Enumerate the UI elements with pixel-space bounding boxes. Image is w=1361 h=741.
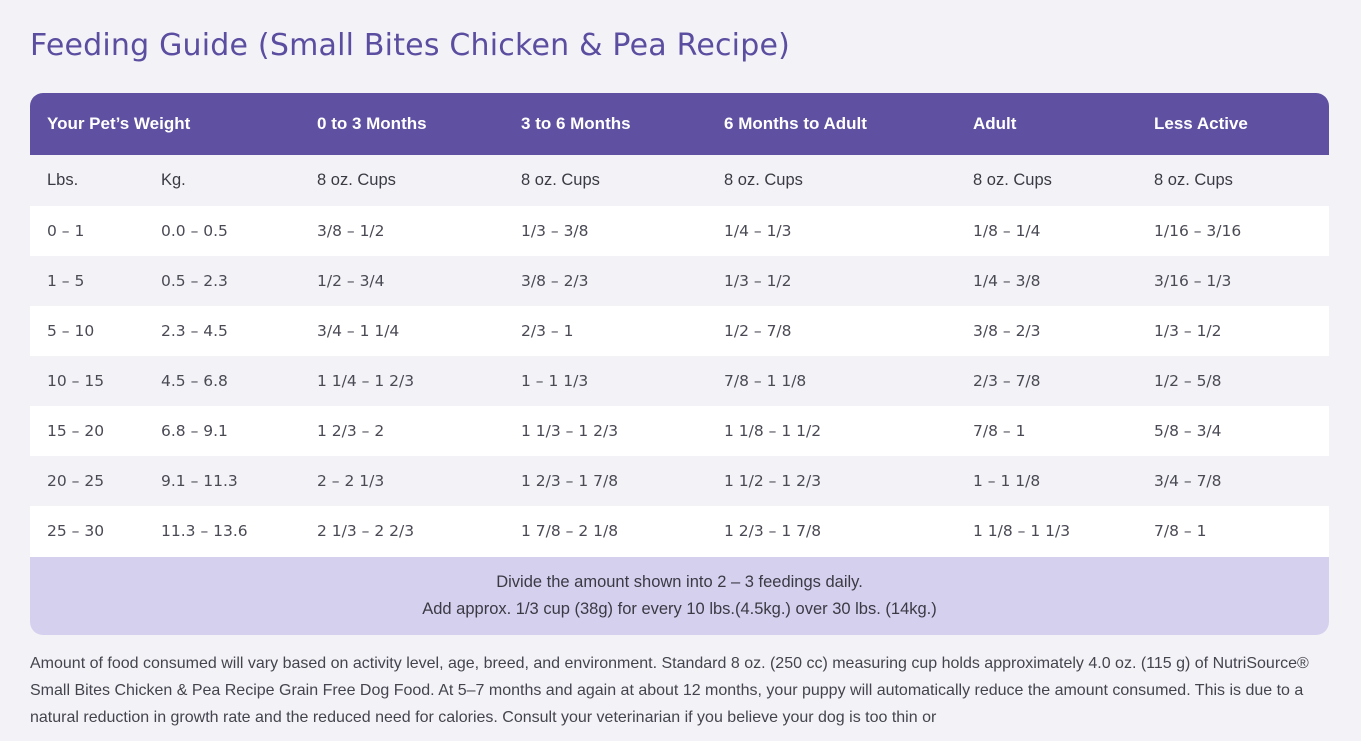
weight-kg-cell: 0.5 – 2.3 bbox=[161, 272, 228, 290]
cups-6-months-adult-cell: 1/2 – 7/8 bbox=[724, 322, 792, 340]
cups-less-active-cell: 1/16 – 3/16 bbox=[1154, 222, 1242, 240]
cups-less-active-cell: 1/3 – 1/2 bbox=[1154, 322, 1222, 340]
cups-6-months-adult-cell: 1/3 – 1/2 bbox=[724, 272, 792, 290]
cups-0-3-months-cell: 1 1/4 – 1 2/3 bbox=[317, 372, 415, 390]
unit-cups: 8 oz. Cups bbox=[973, 171, 1052, 189]
table-header-row bbox=[30, 93, 1329, 155]
cups-adult-cell: 2/3 – 7/8 bbox=[973, 372, 1041, 390]
cups-adult-cell: 1 – 1 1/8 bbox=[973, 472, 1041, 490]
note-line-additional: Add approx. 1/3 cup (38g) for every 10 lbs.(4.5kg.) over 30 lbs. (14kg.) bbox=[422, 600, 937, 618]
weight-kg-cell: 0.0 – 0.5 bbox=[161, 222, 228, 240]
cups-0-3-months-cell: 2 1/3 – 2 2/3 bbox=[317, 522, 415, 540]
feeding-table bbox=[30, 93, 1329, 556]
weight-kg-cell: 2.3 – 4.5 bbox=[161, 322, 228, 340]
cups-0-3-months-cell: 1/2 – 3/4 bbox=[317, 272, 385, 290]
cups-adult-cell: 1/4 – 3/8 bbox=[973, 272, 1041, 290]
header-3-to-6-months: 3 to 6 Months bbox=[521, 114, 631, 133]
cups-0-3-months-cell: 3/4 – 1 1/4 bbox=[317, 322, 400, 340]
cups-6-months-adult-cell: 1 1/2 – 1 2/3 bbox=[724, 472, 822, 490]
weight-lbs-cell: 20 – 25 bbox=[47, 472, 105, 490]
cups-adult-cell: 1 1/8 – 1 1/3 bbox=[973, 522, 1071, 540]
weight-lbs-cell: 25 – 30 bbox=[47, 522, 105, 540]
weight-lbs-cell: 5 – 10 bbox=[47, 322, 95, 340]
cups-3-6-months-cell: 1 2/3 – 1 7/8 bbox=[521, 472, 619, 490]
cups-3-6-months-cell: 1 1/3 – 1 2/3 bbox=[521, 422, 619, 440]
header-0-to-3-months: 0 to 3 Months bbox=[317, 114, 427, 133]
cups-0-3-months-cell: 1 2/3 – 2 bbox=[317, 422, 385, 440]
weight-lbs-cell: 10 – 15 bbox=[47, 372, 105, 390]
header-adult: Adult bbox=[973, 114, 1017, 133]
feeding-disclaimer-paragraph: Amount of food consumed will vary based on activity level, age, breed, and environment. Standard 8 oz. (250 cc) measuring cup holds approximately 4.0 oz. (115 g) of NutriSource® Small Bites Chicken & Pea Recipe Grain Free Dog Food. At 5–7 months and again at about 12 months, your puppy will automatically reduce the amount consumed. This is due to a natural reduction in growth rate and the reduced need for calories. Consult your veterinarian if you believe your dog is too thin or bbox=[30, 655, 1309, 726]
weight-kg-cell: 11.3 – 13.6 bbox=[161, 522, 248, 540]
cups-3-6-months-cell: 1 – 1 1/3 bbox=[521, 372, 589, 390]
weight-kg-cell: 9.1 – 11.3 bbox=[161, 472, 238, 490]
cups-less-active-cell: 3/4 – 7/8 bbox=[1154, 472, 1222, 490]
table-row bbox=[30, 356, 1329, 406]
cups-less-active-cell: 5/8 – 3/4 bbox=[1154, 422, 1222, 440]
cups-less-active-cell: 1/2 – 5/8 bbox=[1154, 372, 1222, 390]
feeding-note bbox=[30, 557, 1329, 635]
cups-less-active-cell: 7/8 – 1 bbox=[1154, 522, 1207, 540]
weight-lbs-cell: 0 – 1 bbox=[47, 222, 85, 240]
feeding-table-card bbox=[30, 93, 1329, 635]
weight-kg-cell: 4.5 – 6.8 bbox=[161, 372, 228, 390]
cups-6-months-adult-cell: 1 2/3 – 1 7/8 bbox=[724, 522, 822, 540]
header-pet-weight: Your Pet’s Weight bbox=[47, 114, 191, 133]
unit-lbs: Lbs. bbox=[47, 171, 79, 189]
table-row bbox=[30, 506, 1329, 556]
cups-3-6-months-cell: 1 7/8 – 2 1/8 bbox=[521, 522, 619, 540]
table-row bbox=[30, 256, 1329, 306]
weight-lbs-cell: 15 – 20 bbox=[47, 422, 105, 440]
cups-6-months-adult-cell: 1 1/8 – 1 1/2 bbox=[724, 422, 822, 440]
weight-lbs-cell: 1 – 5 bbox=[47, 272, 85, 290]
cups-3-6-months-cell: 3/8 – 2/3 bbox=[521, 272, 589, 290]
header-6-months-to-adult: 6 Months to Adult bbox=[724, 114, 867, 133]
note-line-feedings: Divide the amount shown into 2 – 3 feedings daily. bbox=[496, 573, 863, 591]
cups-less-active-cell: 3/16 – 1/3 bbox=[1154, 272, 1232, 290]
table-row bbox=[30, 406, 1329, 456]
unit-cups: 8 oz. Cups bbox=[724, 171, 803, 189]
cups-adult-cell: 1/8 – 1/4 bbox=[973, 222, 1041, 240]
cups-0-3-months-cell: 3/8 – 1/2 bbox=[317, 222, 385, 240]
table-row bbox=[30, 306, 1329, 356]
page-title: Feeding Guide (Small Bites Chicken & Pea Recipe) bbox=[30, 28, 791, 63]
table-body bbox=[30, 155, 1329, 556]
unit-cups: 8 oz. Cups bbox=[1154, 171, 1233, 189]
cups-0-3-months-cell: 2 – 2 1/3 bbox=[317, 472, 385, 490]
cups-3-6-months-cell: 1/3 – 3/8 bbox=[521, 222, 589, 240]
cups-6-months-adult-cell: 1/4 – 1/3 bbox=[724, 222, 792, 240]
weight-kg-cell: 6.8 – 9.1 bbox=[161, 422, 228, 440]
units-row bbox=[30, 155, 1329, 206]
table-row bbox=[30, 456, 1329, 506]
cups-adult-cell: 3/8 – 2/3 bbox=[973, 322, 1041, 340]
header-less-active: Less Active bbox=[1154, 114, 1248, 133]
cups-adult-cell: 7/8 – 1 bbox=[973, 422, 1026, 440]
unit-cups: 8 oz. Cups bbox=[317, 171, 396, 189]
unit-kg: Kg. bbox=[161, 171, 186, 189]
cups-3-6-months-cell: 2/3 – 1 bbox=[521, 322, 574, 340]
cups-6-months-adult-cell: 7/8 – 1 1/8 bbox=[724, 372, 807, 390]
table-row bbox=[30, 206, 1329, 256]
unit-cups: 8 oz. Cups bbox=[521, 171, 600, 189]
